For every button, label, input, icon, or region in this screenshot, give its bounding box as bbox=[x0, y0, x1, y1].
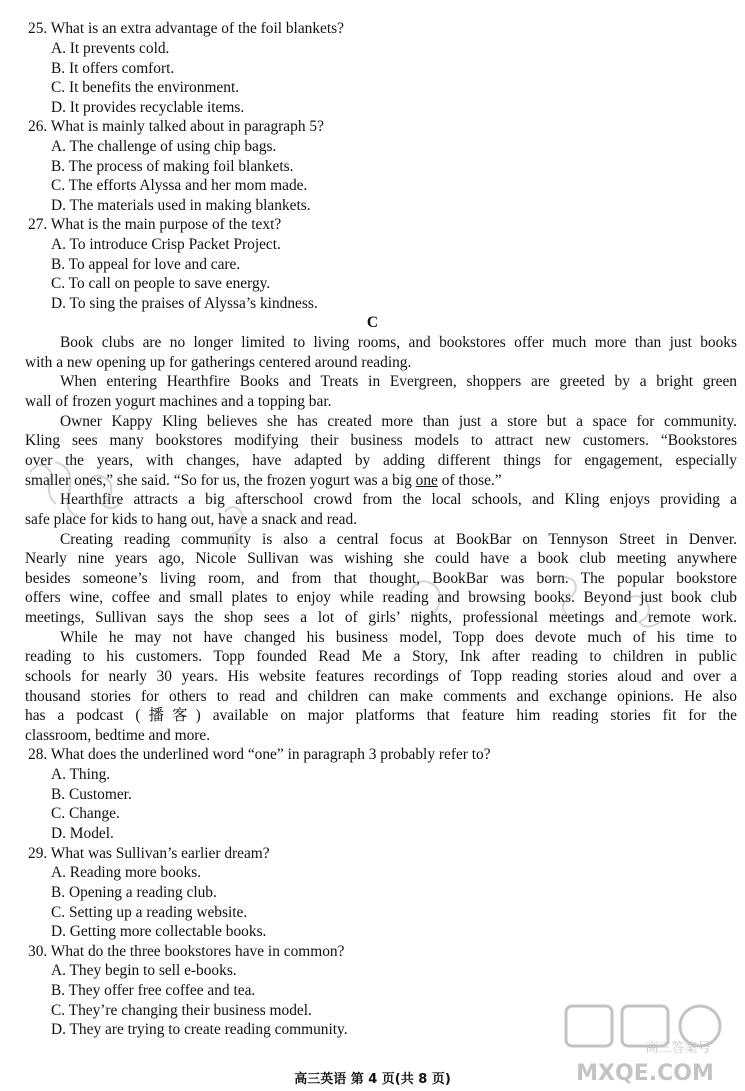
watermark-logo-text: MXQE.COM bbox=[576, 1061, 714, 1086]
question-29-option-a: A. Reading more books. bbox=[51, 864, 202, 881]
passage-paragraph-1-line: Book clubs are no longer limited to living rooms, and bookstores offer much more than just books bbox=[60, 334, 737, 351]
passage-paragraph-5-line: meetings, Sullivan says the shop sees a lot of girls’ nights, professional meetings and remote work. bbox=[25, 609, 737, 626]
question-28-option-d: D. Model. bbox=[51, 825, 114, 842]
watermark-logo bbox=[560, 1000, 730, 1088]
question-29-option-c: C. Setting up a reading website. bbox=[51, 904, 248, 921]
passage-paragraph-4-line: Hearthfire attracts a big afterschool crowd from the local schools, and Kling enjoys providing a bbox=[60, 491, 737, 508]
passage-paragraph-5-line: besides someone’s living room, and from that thought, BookBar was born. The popular bookstore bbox=[25, 570, 737, 587]
question-25-stem: 25. What is an extra advantage of the foil blankets? bbox=[28, 20, 344, 37]
question-25-option-c: C. It benefits the environment. bbox=[51, 79, 240, 96]
passage-paragraph-6-line: reading to his customers. Topp founded Read Me a Story, Ink after reading to children in public bbox=[25, 648, 737, 665]
question-26-option-c: C. The efforts Alyssa and her mom made. bbox=[51, 177, 308, 194]
question-28-option-a: A. Thing. bbox=[51, 766, 111, 783]
question-30-option-c: C. They’re changing their business model. bbox=[51, 1002, 312, 1019]
passage-paragraph-5-line: offers wine, coffee and small plates to enjoy while reading and browsing books. Beyond just book club bbox=[25, 589, 737, 606]
passage-paragraph-3-line: Kling sees many bookstores modifying their business models to attract new customers. “Bookstores bbox=[25, 432, 737, 449]
watermark-caption: 高三答案号 bbox=[645, 1041, 711, 1056]
page-footer: 高三英语 第 4 页(共 8 页) bbox=[294, 1072, 451, 1087]
underlined-word: one bbox=[415, 472, 438, 489]
section-heading: C bbox=[366, 314, 379, 331]
question-26-option-a: A. The challenge of using chip bags. bbox=[51, 138, 277, 155]
question-28-option-c: C. Change. bbox=[51, 805, 120, 822]
question-26-stem: 26. What is mainly talked about in paragraph 5? bbox=[28, 118, 324, 135]
passage-paragraph-6-line: has a podcast (播客) available on major platforms that feature him reading stories fit for the bbox=[25, 707, 737, 724]
passage-text: of those.” bbox=[437, 472, 502, 489]
passage-text: smaller ones,” she said. “So for us, the frozen yogurt was a big bbox=[25, 472, 416, 489]
passage-paragraph-5-line: Nearly nine years ago, Nicole Sullivan was wishing she could have a book club meeting anywhere bbox=[25, 550, 737, 567]
question-28-stem: 28. What does the underlined word “one” in paragraph 3 probably refer to? bbox=[28, 746, 491, 763]
question-26-option-b: B. The process of making foil blankets. bbox=[51, 158, 294, 175]
passage-paragraph-2-line: wall of frozen yogurt machines and a topping bar. bbox=[25, 393, 332, 410]
passage-paragraph-6-line: classroom, bedtime and more. bbox=[25, 727, 211, 744]
passage-paragraph-6-line: While he may not have changed his business model, Topp does devote much of his time to bbox=[60, 629, 737, 646]
question-30-stem: 30. What do the three bookstores have in common? bbox=[28, 943, 345, 960]
question-28-option-b: B. Customer. bbox=[51, 786, 132, 803]
passage-paragraph-3-line: Owner Kappy Kling believes she has created more than just a store but a space for community. bbox=[60, 413, 737, 430]
passage-paragraph-2-line: When entering Hearthfire Books and Treats in Evergreen, shoppers are greeted by a bright green bbox=[60, 373, 737, 390]
passage-paragraph-4-line: safe place for kids to hang out, have a snack and read. bbox=[25, 511, 358, 528]
passage-paragraph-6-line: schools for nearly 30 years. His website features recordings of Topp reading stories aloud and over a bbox=[25, 668, 737, 685]
passage-paragraph-5-line: Creating reading community is also a central focus at BookBar on Tennyson Street in Denver. bbox=[60, 531, 737, 548]
question-25-option-a: A. It prevents cold. bbox=[51, 40, 170, 57]
passage-paragraph-6-line: thousand stories for others to read and children can make comments and exchange opinions. He also bbox=[25, 688, 737, 705]
passage-paragraph-3-line: over the years, with changes, have adapted by adding different things for engagement, especially bbox=[25, 452, 737, 469]
question-27-option-a: A. To introduce Crisp Packet Project. bbox=[51, 236, 281, 253]
question-30-option-b: B. They offer free coffee and tea. bbox=[51, 982, 256, 999]
watermark-overlay bbox=[25, 452, 685, 652]
question-29-stem: 29. What was Sullivan’s earlier dream? bbox=[28, 845, 270, 862]
question-27-option-b: B. To appeal for love and care. bbox=[51, 256, 241, 273]
question-29-option-b: B. Opening a reading club. bbox=[51, 884, 217, 901]
question-25-option-d: D. It provides recyclable items. bbox=[51, 99, 245, 116]
question-25-option-b: B. It offers comfort. bbox=[51, 60, 175, 77]
question-30-option-a: A. They begin to sell e-books. bbox=[51, 962, 237, 979]
question-26-option-d: D. The materials used in making blankets. bbox=[51, 197, 311, 214]
question-30-option-d: D. They are trying to create reading community. bbox=[51, 1021, 348, 1038]
question-27-option-c: C. To call on people to save energy. bbox=[51, 275, 271, 292]
question-27-option-d: D. To sing the praises of Alyssa’s kindness. bbox=[51, 295, 318, 312]
question-27-stem: 27. What is the main purpose of the text? bbox=[28, 216, 282, 233]
passage-paragraph-1-line: with a new opening up for gatherings centered around reading. bbox=[25, 354, 412, 371]
question-29-option-d: D. Getting more collectable books. bbox=[51, 923, 267, 940]
